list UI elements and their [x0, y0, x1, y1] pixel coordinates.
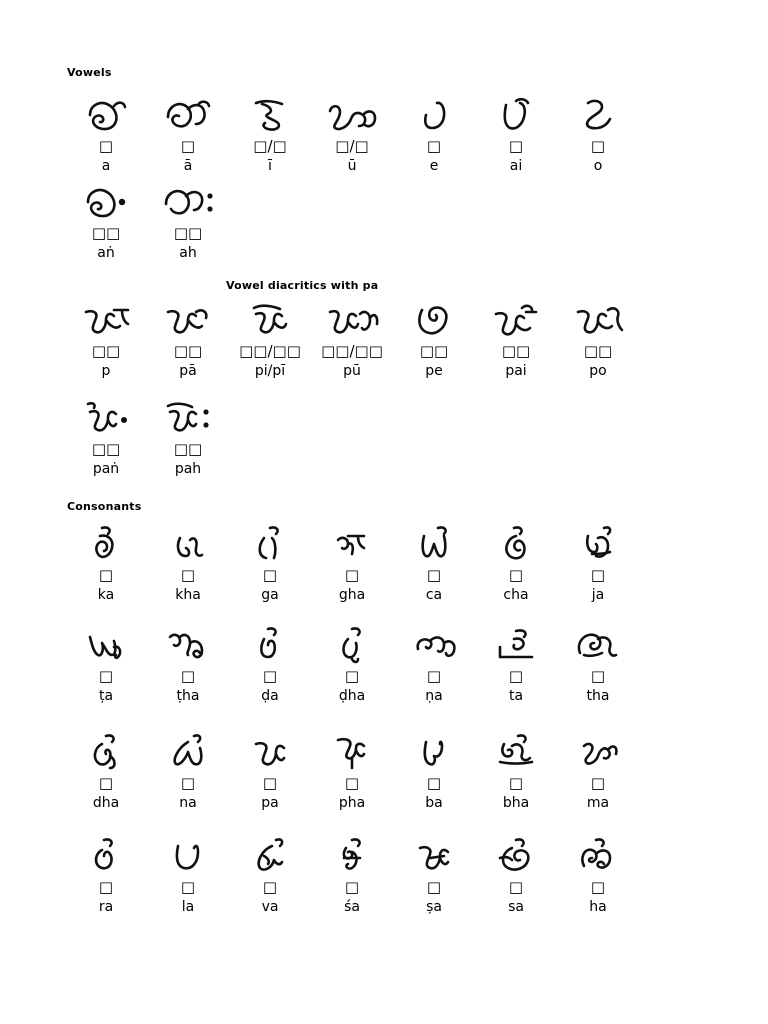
consonant-ttha [147, 625, 229, 705]
consonant-dda-unicode: □ [262, 667, 278, 685]
diacritic-po-glyph [568, 300, 628, 340]
vowel-ah-unicode: □□ [173, 224, 203, 242]
diacritic-pe-unicode: □□ [419, 342, 449, 360]
vowel-ai-glyph [486, 95, 546, 135]
consonant-na [147, 732, 229, 812]
consonant-pa-roman: pa [261, 795, 279, 811]
consonant-tta-unicode: □ [98, 667, 114, 685]
consonant-tha-unicode: □ [590, 667, 606, 685]
consonant-nna [393, 625, 475, 705]
diacritic-pe-roman: pe [425, 363, 443, 379]
vowel-u [311, 95, 393, 175]
consonant-nna-glyph [404, 625, 464, 665]
vowel-ah-roman: ah [179, 245, 197, 261]
vowel-aa-unicode: □ [180, 137, 196, 155]
consonant-bha [475, 732, 557, 812]
consonant-ddha-roman: ḍha [338, 688, 366, 704]
consonant-gha-unicode: □ [344, 566, 360, 584]
consonant-kha [147, 524, 229, 604]
consonant-ssa-glyph [404, 836, 464, 876]
consonant-bha-glyph [486, 732, 546, 772]
consonant-tta [65, 625, 147, 705]
consonant-ha-roman: ha [589, 899, 607, 915]
diacritic-pi-unicode: □□/□□ [239, 342, 301, 360]
diacritics-row-1 [65, 300, 685, 400]
diacritic-pe-glyph [404, 300, 464, 340]
vowel-i-glyph [240, 95, 300, 135]
consonant-ta-roman: ta [508, 688, 524, 704]
vowel-ai [475, 95, 557, 175]
diacritic-pu [311, 300, 393, 380]
diacritic-paa-unicode: □□ [173, 342, 203, 360]
diacritic-pan-glyph [76, 398, 136, 438]
consonant-ha [557, 836, 639, 916]
consonant-tha-glyph [568, 625, 628, 665]
consonant-ga-glyph [240, 524, 300, 564]
consonants-row-4 [65, 836, 685, 936]
consonant-sa-unicode: □ [508, 878, 524, 896]
consonant-ba-roman: ba [425, 795, 443, 811]
consonant-ra [65, 836, 147, 916]
vowel-o [557, 95, 639, 175]
vowel-u-glyph [322, 95, 382, 135]
consonant-ja-unicode: □ [590, 566, 606, 584]
diacritic-p [65, 300, 147, 380]
consonant-ttha-unicode: □ [180, 667, 196, 685]
consonant-dha-glyph [76, 732, 136, 772]
diacritic-pah [147, 398, 229, 478]
consonant-kha-unicode: □ [180, 566, 196, 584]
consonant-pha [311, 732, 393, 812]
consonant-kha-glyph [158, 524, 218, 564]
consonant-ddha [311, 625, 393, 705]
consonants-row-1 [65, 524, 685, 624]
heading-diacritics: Vowel diacritics with pa [226, 279, 379, 292]
vowel-u-roman: ū [347, 158, 357, 174]
diacritic-pu-roman: pū [343, 363, 361, 379]
consonants-row-2 [65, 625, 685, 725]
diacritics-row-2 [65, 398, 685, 498]
diacritic-pah-glyph [158, 398, 218, 438]
consonant-la [147, 836, 229, 916]
consonant-ca-glyph [404, 524, 464, 564]
diacritic-pu-unicode: □□/□□ [321, 342, 383, 360]
consonant-dha-roman: dha [92, 795, 120, 811]
consonant-ttha-roman: ṭha [176, 688, 200, 704]
consonant-tta-glyph [76, 625, 136, 665]
vowel-e [393, 95, 475, 175]
consonant-ha-unicode: □ [590, 878, 606, 896]
consonant-la-roman: la [181, 899, 195, 915]
vowel-aa [147, 95, 229, 175]
consonant-ddha-glyph [322, 625, 382, 665]
vowel-o-roman: o [593, 158, 603, 174]
diacritic-pan-roman: paṅ [92, 461, 120, 477]
diacritic-p-glyph [76, 300, 136, 340]
consonant-ssa-roman: ṣa [426, 899, 442, 915]
diacritic-pan-unicode: □□ [91, 440, 121, 458]
consonant-sha-glyph [322, 836, 382, 876]
consonant-ma [557, 732, 639, 812]
vowel-e-roman: e [429, 158, 439, 174]
consonant-sha [311, 836, 393, 916]
consonant-tta-roman: ṭa [98, 688, 114, 704]
diacritic-pi [229, 300, 311, 380]
heading-vowels: Vowels [67, 66, 112, 79]
consonant-va [229, 836, 311, 916]
diacritic-pai-unicode: □□ [501, 342, 531, 360]
consonant-sa-glyph [486, 836, 546, 876]
diacritic-pah-roman: pah [174, 461, 202, 477]
diacritic-pan [65, 398, 147, 478]
vowel-i [229, 95, 311, 175]
consonant-sha-roman: śa [344, 899, 360, 915]
vowel-an [65, 182, 147, 262]
consonant-la-unicode: □ [180, 878, 196, 896]
consonant-cha-unicode: □ [508, 566, 524, 584]
consonant-ka-glyph [76, 524, 136, 564]
consonant-pha-roman: pha [338, 795, 366, 811]
consonant-kha-roman: kha [175, 587, 201, 603]
consonant-ca-roman: ca [425, 587, 443, 603]
consonant-ma-glyph [568, 732, 628, 772]
vowel-aa-roman: ā [183, 158, 193, 174]
consonant-dda [229, 625, 311, 705]
diacritic-po-unicode: □□ [583, 342, 613, 360]
consonant-ra-roman: ra [98, 899, 114, 915]
diacritic-p-unicode: □□ [91, 342, 121, 360]
consonant-pa [229, 732, 311, 812]
consonant-ga [229, 524, 311, 604]
consonant-ra-glyph [76, 836, 136, 876]
vowels-row-2 [65, 182, 685, 282]
consonant-dha-unicode: □ [98, 774, 114, 792]
consonant-ba [393, 732, 475, 812]
consonant-ta [475, 625, 557, 705]
consonant-gha-glyph [322, 524, 382, 564]
consonant-tha-roman: tha [586, 688, 610, 704]
consonant-ca [393, 524, 475, 604]
vowel-ai-roman: ai [509, 158, 523, 174]
vowel-e-unicode: □ [426, 137, 442, 155]
consonant-ta-glyph [486, 625, 546, 665]
consonant-ssa-unicode: □ [426, 878, 442, 896]
vowel-i-roman: ī [268, 158, 272, 174]
diacritic-po-roman: po [589, 363, 607, 379]
consonant-ga-roman: ga [261, 587, 279, 603]
vowel-an-roman: aṅ [97, 245, 115, 261]
consonant-bha-roman: bha [502, 795, 530, 811]
consonant-va-glyph [240, 836, 300, 876]
vowel-a-roman: a [101, 158, 111, 174]
consonant-ja [557, 524, 639, 604]
vowel-ah [147, 182, 229, 262]
vowel-ah-glyph [158, 182, 218, 222]
consonant-sa [475, 836, 557, 916]
vowel-a-glyph [76, 95, 136, 135]
consonant-dda-roman: ḍa [261, 688, 279, 704]
consonant-na-unicode: □ [180, 774, 196, 792]
consonant-na-glyph [158, 732, 218, 772]
vowel-o-unicode: □ [590, 137, 606, 155]
consonant-cha-roman: cha [503, 587, 529, 603]
consonant-la-glyph [158, 836, 218, 876]
vowel-aa-glyph [158, 95, 218, 135]
consonant-ttha-glyph [158, 625, 218, 665]
consonant-ka-unicode: □ [98, 566, 114, 584]
vowel-a-unicode: □ [98, 137, 114, 155]
consonant-ma-roman: ma [586, 795, 610, 811]
consonants-row-3 [65, 732, 685, 832]
consonant-cha [475, 524, 557, 604]
consonant-ssa [393, 836, 475, 916]
consonant-na-roman: na [179, 795, 197, 811]
vowel-ai-unicode: □ [508, 137, 524, 155]
consonant-ma-unicode: □ [590, 774, 606, 792]
diacritic-paa-glyph [158, 300, 218, 340]
consonant-ca-unicode: □ [426, 566, 442, 584]
heading-consonants: Consonants [67, 500, 142, 513]
consonant-ga-unicode: □ [262, 566, 278, 584]
vowel-o-glyph [568, 95, 628, 135]
consonant-gha-roman: gha [338, 587, 366, 603]
consonant-dha [65, 732, 147, 812]
consonant-bha-unicode: □ [508, 774, 524, 792]
vowel-u-unicode: □/□ [335, 137, 369, 155]
vowel-i-unicode: □/□ [253, 137, 287, 155]
vowel-a [65, 95, 147, 175]
diacritic-pu-glyph [322, 300, 382, 340]
diacritic-paa [147, 300, 229, 380]
consonant-va-unicode: □ [262, 878, 278, 896]
consonant-gha [311, 524, 393, 604]
consonant-cha-glyph [486, 524, 546, 564]
consonant-ka-roman: ka [97, 587, 115, 603]
consonant-va-roman: va [261, 899, 279, 915]
diacritic-paa-roman: pā [179, 363, 197, 379]
diacritic-p-roman: p [101, 363, 111, 379]
consonant-pha-unicode: □ [344, 774, 360, 792]
consonant-nna-roman: ṇa [425, 688, 443, 704]
diacritic-pai-glyph [486, 300, 546, 340]
diacritic-pe [393, 300, 475, 380]
vowels-row-1 [65, 95, 685, 195]
diacritic-pah-unicode: □□ [173, 440, 203, 458]
consonant-sa-roman: sa [508, 899, 524, 915]
consonant-pa-glyph [240, 732, 300, 772]
vowel-an-glyph [76, 182, 136, 222]
consonant-sha-unicode: □ [344, 878, 360, 896]
diacritic-po [557, 300, 639, 380]
consonant-ja-glyph [568, 524, 628, 564]
diacritic-pai-roman: pai [505, 363, 527, 379]
consonant-ddha-unicode: □ [344, 667, 360, 685]
consonant-ka [65, 524, 147, 604]
diacritic-pi-roman: pi/pī [254, 363, 286, 379]
consonant-ta-unicode: □ [508, 667, 524, 685]
vowel-an-unicode: □□ [91, 224, 121, 242]
consonant-nna-unicode: □ [426, 667, 442, 685]
diacritic-pi-glyph [240, 300, 300, 340]
consonant-ha-glyph [568, 836, 628, 876]
consonant-ja-roman: ja [591, 587, 605, 603]
consonant-dda-glyph [240, 625, 300, 665]
consonant-ba-unicode: □ [426, 774, 442, 792]
vowel-e-glyph [404, 95, 464, 135]
consonant-ra-unicode: □ [98, 878, 114, 896]
consonant-pa-unicode: □ [262, 774, 278, 792]
consonant-ba-glyph [404, 732, 464, 772]
consonant-tha [557, 625, 639, 705]
diacritic-pai [475, 300, 557, 380]
consonant-pha-glyph [322, 732, 382, 772]
